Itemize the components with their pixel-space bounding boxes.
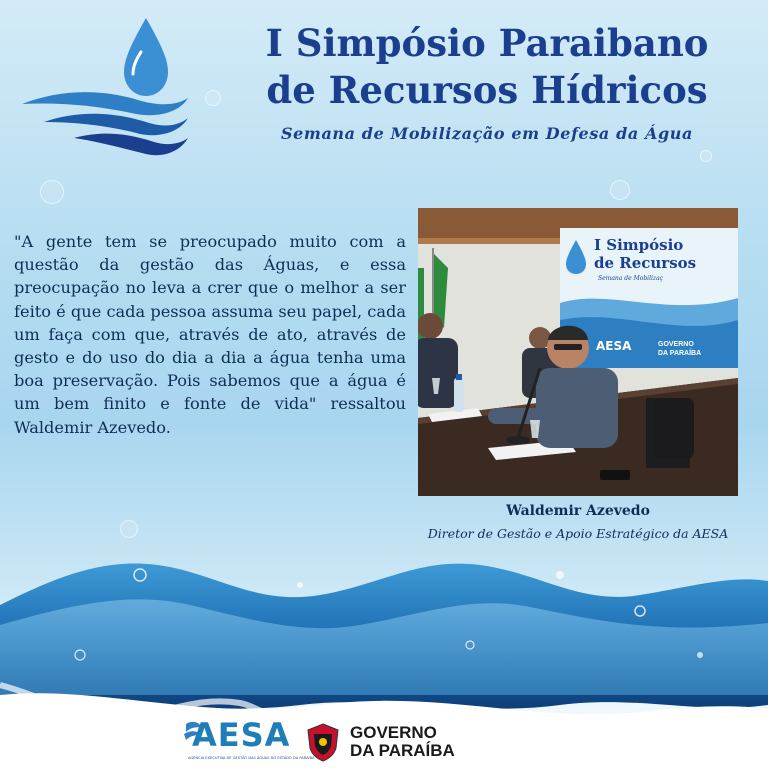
banner-aesa: AESA — [596, 339, 632, 353]
banner-subtitle: Semana de Mobilizaç — [598, 275, 664, 282]
banner-title-2: de Recursos — [594, 254, 697, 272]
speaker-photo — [418, 208, 738, 496]
bubble-decoration — [120, 520, 138, 538]
banner-gov-1: GOVERNO — [658, 341, 694, 348]
bubble-decoration — [700, 150, 712, 162]
page-subtitle: Semana de Mobilização em Defesa da Água — [280, 124, 694, 143]
bubble-decoration — [610, 180, 630, 200]
paraiba-crest-icon — [304, 722, 342, 762]
banner-gov-2: DA PARAÍBA — [658, 350, 702, 357]
water-drop-logo-icon — [18, 14, 196, 164]
aesa-logo-text: AESA — [192, 716, 291, 754]
bubble-decoration — [40, 180, 64, 204]
title-line-1: I Simpósio Paraibano — [265, 21, 709, 65]
governo-text-1: GOVERNO — [350, 723, 437, 742]
speaker-name: Waldemir Azevedo — [506, 503, 650, 519]
footer-logos — [170, 714, 610, 766]
page-title — [232, 20, 742, 114]
speaker-role: Diretor de Gestão e Apoio Estratégico da AESA — [427, 526, 729, 541]
banner-title-1: I Simpósio — [594, 236, 684, 254]
bubble-decoration — [205, 90, 221, 106]
aesa-tagline: AGÊNCIA EXECUTIVA DE GESTÃO DAS ÁGUAS DO ESTADO DA PARAÍBA — [188, 756, 315, 760]
governo-text-2: DA PARAÍBA — [350, 741, 455, 760]
quote-text: "A gente tem se preocupado muito com a questão da gestão das Águas, e essa preocupação no leva a crer que o melhor a ser feito é que cada pessoa assuma seu papel, cada um faça com que, através de ato, através de gesto e do uso do dia a dia a água tenha uma boa preservação. Pois sabemos que a água é um bem finito e fonte de vida" ressaltou Waldemir Azevedo. — [14, 232, 406, 437]
title-line-2: de Recursos Hídricos — [266, 68, 708, 112]
